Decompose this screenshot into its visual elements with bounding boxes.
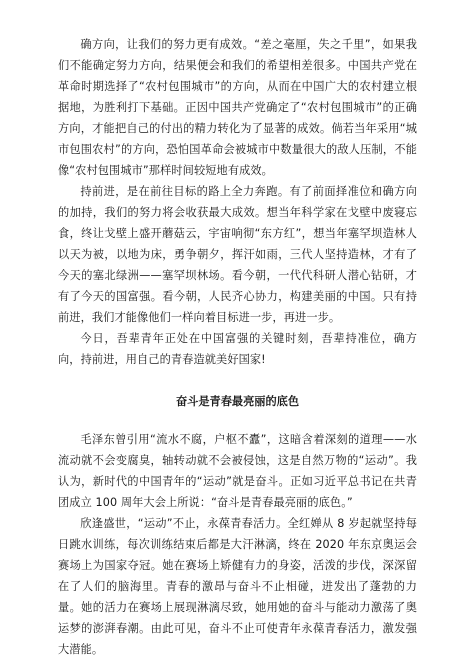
body-paragraph: 今日，吾辈青年正处在中国富强的关键时刻，吾辈持准位，确方向，持前进，用自己的青春造就美好国家! [58, 332, 417, 366]
document-page [58, 34, 417, 660]
body-paragraph: 持前进，是在前往目标的路上全力奔跑。有了前面择准位和确方向的加持，我们的努力将会收获最大成效。想当年科学家在戈壁中废寝忘食，终让戈壁上盛开蘑菇云，宇宙响彻“东方红”，想当年塞罕坝造林人以天为被，以地为床，勇争朝夕，挥汗如雨，三代人坚持造林，才有了今天的塞北绿洲——塞罕坝林场。看今朝，一代代科研人潜心钻研，才有了今天的国富强。看今朝，人民齐心协力，构建美丽的中国。只有持前进，我们才能像他们一样向着目标进一步，再进一步。 [58, 185, 417, 324]
body-paragraph: 确方向，让我们的努力更有成效。“差之毫厘，失之千里”，如果我们不能确定努力方向，结果便会和我们的希望相差很多。中国共产党在革命时期选择了“农村包围城市”的方向，从而在中国广大的农村建立根据地，为胜利打下基础。正因中国共产党确定了“农村包围城市”的正确方向，才能把自己的付出的精力转化为了显著的成效。倘若当年采用“城市包围农村”的方向，恐怕国革命会被城市中数量很大的敌人压制，不能像“农村包围城市”那样时间较短地有成效。 [58, 38, 417, 177]
body-paragraph: 毛泽东曾引用“流水不腐，户枢不蠹”，这暗含着深刻的道理——水流动就不会变腐臭，轴转动就不会被侵蚀，这是自然万物的“运动”。我认为，新时代的中国青年的“运动”就是奋斗。正如习近平总书记在共青团成立 100 周年大会上所说：“奋斗是青春最亮丽的底色。” [58, 433, 417, 509]
section-heading: 奋斗是青春最亮丽的底色 [175, 395, 300, 408]
body-paragraph: 欣逢盛世，“运动”不止，永葆青春活力。全红婵从 8 岁起就坚持每日跳水训练，每次训练结束后都是大汗淋漓，终在 2020 年东京奥运会赛场上为国家夺冠。她在赛场上矫健有力的身姿，活泼的步伐，深深留在了人们的脑海里。青春的激昂与奋斗不止相碰，进发出了蓬勃的力量。她的活力在赛场上展现淋漓尽致，她用她的奋斗与能动力激荡了奥运梦的澎湃春潮。由此可见，奋斗不止可使青年永葆青春活力，激发强大潜能。 [58, 517, 417, 656]
